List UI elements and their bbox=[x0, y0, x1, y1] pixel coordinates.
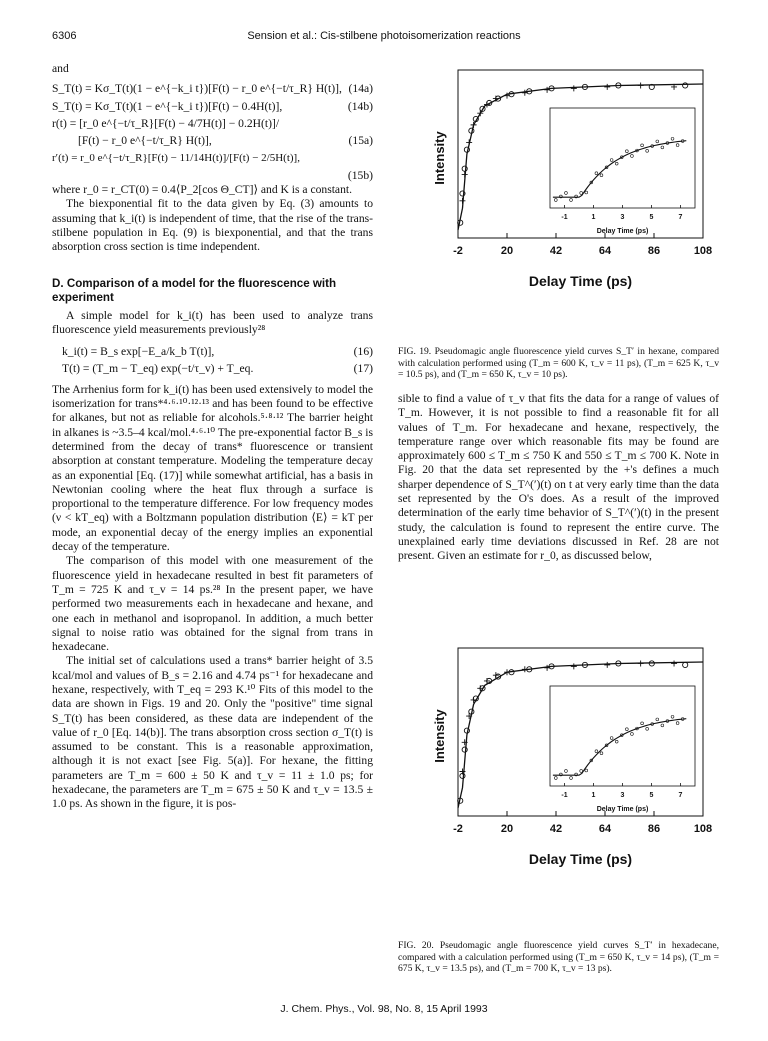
paragraph: sible to find a value of τ_v that fits the data for a range of values of T_m. However, it is not possible to find a reasonable fit for all values of T_m. For hexadecane and hexane, respectively, the temperature range over which reasonable fits may be found are approximately 600 ≤ T_m ≤ 750 K and 550 ≤ T_m ≤ 700 K. Note in Fig. 20 that the data set represented by the +'s defines a much sharper dependence of S_T^(′)(t) on t at very early time than the data set represented by the O's does. As a result of the improved determination of the early time behavior of S_T^(′)(t) in the present study, the calculation is found to represent the entire curve. The unexplained early time deviations discussed in Ref. 28 are not present. Given an estimate for r_0, as discussed below, bbox=[398, 392, 719, 563]
journal-footer: J. Chem. Phys., Vol. 98, No. 8, 15 April 1993 bbox=[280, 1003, 488, 1015]
y-axis-label: Intensity bbox=[432, 709, 447, 763]
inset-x-tick-label: 7 bbox=[678, 792, 683, 799]
x-tick-label: 108 bbox=[693, 245, 713, 257]
data-point-plus bbox=[604, 662, 610, 668]
x-tick-label: 42 bbox=[549, 245, 563, 257]
x-tick-label: 42 bbox=[549, 823, 563, 835]
figure-19 bbox=[418, 58, 718, 328]
left-column bbox=[52, 62, 373, 812]
x-tick-label: 64 bbox=[598, 245, 612, 257]
figure-19-caption: FIG. 19. Pseudomagic angle fluorescence yield curves S_T′ in hexane, compared with calculation performed using (T_m = 600 K, τ_v = 11 ps), (T_m = 625 K, τ_v = 10.5 ps), and (T_m = 650 K, τ_v = 10 ps). bbox=[398, 346, 719, 381]
inset-x-axis-label: Delay Time (ps) bbox=[596, 228, 649, 235]
inset-x-tick-label: 7 bbox=[678, 214, 683, 221]
running-title: Sension et al.: Cis-stilbene photoisomerization reactions bbox=[247, 30, 521, 42]
inset-x-tick-label: 3 bbox=[620, 214, 625, 221]
figure-20-plot bbox=[418, 636, 718, 906]
x-tick-label: -2 bbox=[453, 245, 463, 257]
inset-x-tick-label: 3 bbox=[620, 792, 625, 799]
inset-x-tick-label: 5 bbox=[649, 214, 654, 221]
equation-text: [F(t) − r_0 e^{−t/τ_R} H(t)], bbox=[78, 134, 212, 148]
equation-number: (17) bbox=[353, 362, 373, 376]
x-tick-label: 86 bbox=[647, 245, 661, 257]
equation-text: T(t) = (T_m − T_eq) exp(−t/τ_v) + T_eq. bbox=[62, 362, 254, 376]
x-tick-label: 86 bbox=[647, 823, 661, 835]
equation-text: r(t) = [r_0 e^{−t/τ_R}[F(t) − 4/7H(t)] − 0.2H(t)]/ bbox=[52, 116, 280, 130]
figure-20 bbox=[418, 636, 718, 906]
paragraph: The initial set of calculations used a trans* barrier height of 3.5 kcal/mol and values of B_s = 2.16 and 4.74 ps⁻¹ for hexadecane and hexane, respectively, with T_eq = 293 K.¹⁰ Fits of this model to the data are shown in Figs. 19 and 20. Only the "positive" time signal S_T(t) has been considered, as these data are independent of the value of r_0 [Eq. 14(b)]. The trans absorption cross section σ_T(t) is assumed to be constant. This is a reasonable approximation, although it is not exact [see Fig. 5(a)]. For hexane, the fitting parameters are T_m = 600 ± 50 K and τ_v = 11 ± 1.0 ps; for hexadecane, the parameters are T_m = 675 ± 50 K and τ_v = 13.5 ± 1.0 ps. As shown in the figure, it is pos- bbox=[52, 654, 373, 811]
figure-19-plot bbox=[418, 58, 718, 328]
inset-x-tick-label: 1 bbox=[591, 214, 596, 221]
inset-frame bbox=[550, 108, 695, 208]
paragraph: The Arrhenius form for k_i(t) has been used extensively to model the isomerization for trans*⁴·⁶·¹⁰·¹²·¹³ and has been found to be effective for alkanes, but not as reliable for alcohols.⁵·⁸·¹² The barrier height in alkanes is ~3.5–4 kcal/mol.⁴·⁶·¹⁰ The pre-exponential factor B_s is determined from the decay of trans* fluorescence or transient absorption at constant temperature. Modeling the temperature decay as an exponential [Eq. (17)] while somewhat artificial, has a basis in Newtonian cooling where the heat flux through a surface is proportional to the temperature difference. For low frequency modes (ν < kT_eq) with a Boltzmann population distribution ⟨E⟩ = kT per mode, an exponential decay of the energy implies an exponential decay of the temperature. bbox=[52, 382, 373, 554]
x-axis-label: Delay Time (ps) bbox=[528, 851, 633, 867]
x-tick-label: 20 bbox=[500, 245, 514, 257]
inset-x-tick-label: 5 bbox=[649, 792, 654, 799]
equation-15a-line2 bbox=[52, 134, 373, 148]
inset-x-tick-label: 1 bbox=[591, 792, 596, 799]
data-point-plus bbox=[571, 663, 577, 669]
x-tick-label: -2 bbox=[453, 823, 463, 835]
equation-text: S_T(t) = Kσ_T(t)(1 − e^{−k_i t})[F(t) − 0.4H(t)], bbox=[52, 99, 283, 113]
equation-number: (14b) bbox=[347, 99, 373, 113]
paragraph: The comparison of this model with one measurement of the fluorescence yield in hexadecane resulted in best fit parameters of T_m = 725 K and τ_v = 14 ps.²⁸ In the present paper, we have performed two measurements each in hexadecane and hexane, and one each in methanol and isopropanol. In addition, a much better signal to noise ratio was obtained for the signal from trans in hexadecane. bbox=[52, 554, 373, 654]
equation-number: (15a) bbox=[348, 134, 373, 148]
x-tick-label: 108 bbox=[693, 823, 713, 835]
x-tick-label: 20 bbox=[500, 823, 514, 835]
equation-number: (14a) bbox=[348, 82, 373, 96]
data-point-circle bbox=[683, 662, 688, 667]
inset-x-tick-label: -1 bbox=[561, 792, 568, 799]
equation-text: k_i(t) = B_s exp[−E_a/k_b T(t)], bbox=[62, 345, 215, 359]
inset-x-tick-label: -1 bbox=[561, 214, 568, 221]
equation-15b-number-row bbox=[52, 169, 373, 183]
inset-x-axis-label: Delay Time (ps) bbox=[596, 806, 649, 813]
data-point-plus bbox=[671, 660, 677, 666]
section-heading: D. Comparison of a model for the fluorescence with experiment bbox=[52, 276, 337, 304]
data-point-plus bbox=[571, 85, 577, 91]
equation-text: r′(t) = r_0 e^{−t/τ_R}[F(t) − 11/14H(t)]/[F(t) − 2/5H(t)], bbox=[52, 152, 300, 165]
paragraph: A simple model for k_i(t) has been used to analyze trans fluorescence yield measurements previously²⁸ bbox=[52, 308, 373, 336]
equation-text: S_T(t) = Kσ_T(t)(1 − e^{−k_i t})[F(t) − r_0 e^{−t/τ_R} H(t)], bbox=[52, 82, 342, 96]
equation-15b bbox=[52, 151, 373, 165]
right-column-text bbox=[398, 392, 719, 564]
inset-frame bbox=[550, 686, 695, 786]
figure-20-caption: FIG. 20. Pseudomagic angle fluorescence yield curves S_T′ in hexadecane, compared with a calculation performed using (T_m = 650 K, τ_v = 14 ps), (T_m = 675 K, τ_v = 13.5 ps), and (T_m = 700 K, τ_v = 13 ps). bbox=[398, 940, 719, 975]
equation-14b bbox=[52, 100, 373, 114]
equation-15a-line1 bbox=[52, 117, 373, 131]
x-tick-label: 64 bbox=[598, 823, 612, 835]
y-axis-label: Intensity bbox=[432, 131, 447, 185]
equation-number: (16) bbox=[353, 345, 373, 359]
and-text: and bbox=[52, 62, 69, 75]
paragraph: where r_0 = r_CT(0) = 0.4⟨P_2[cos Θ_CT]⟩ and K is a constant. bbox=[52, 183, 352, 197]
paragraph: The biexponential fit to the data given by Eq. (3) amounts to assuming that k_i(t) is independent of time, that the rise of the trans-stilbene population in Eq. (9) is biexponential, and that the trans absorption cross section is time independent. bbox=[52, 197, 373, 254]
equation-number: (15b) bbox=[347, 168, 373, 182]
data-point-plus bbox=[604, 84, 610, 90]
equation-14a bbox=[52, 82, 373, 96]
equation-17 bbox=[52, 362, 373, 376]
x-axis-label: Delay Time (ps) bbox=[528, 273, 633, 289]
equation-16 bbox=[52, 345, 373, 359]
data-point-circle bbox=[462, 747, 467, 752]
page-number: 6306 bbox=[52, 30, 77, 42]
